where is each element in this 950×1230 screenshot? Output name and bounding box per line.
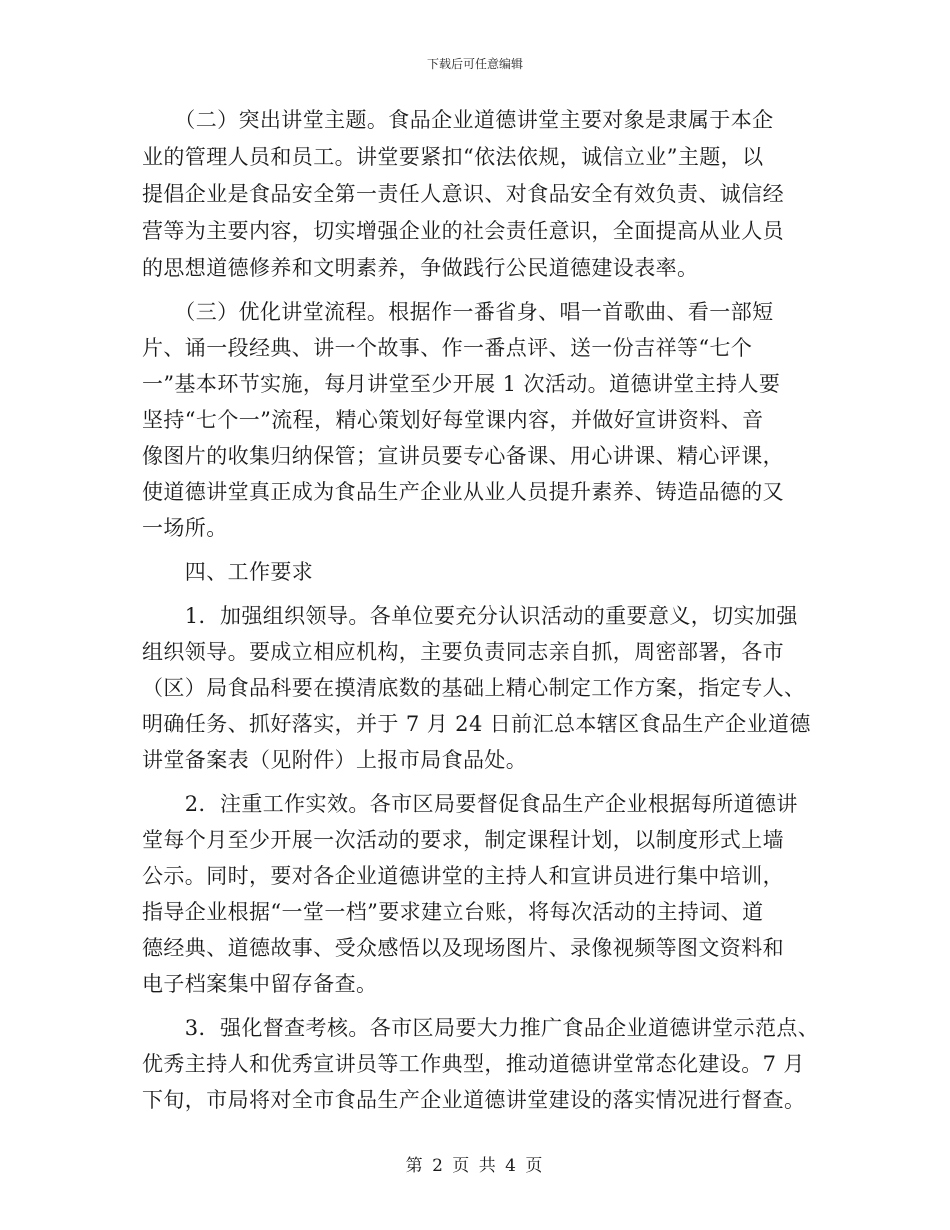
text-line: 公示。同时，要对各企业道德讲堂的主持人和宣讲员进行集中培训， [142, 864, 784, 888]
text-line: 组织领导。要成立相应机构，主要负责同志亲自抓，周密部署，各市 [142, 640, 784, 664]
text-line: 营等为主要内容，切实增强企业的社会责任意识，全面提高从业人员 [142, 219, 784, 243]
text-line: 一”基本环节实施，每月讲堂至少开展 1 次活动。道德讲堂主持人要 [142, 372, 781, 396]
text-line: 德经典、道德故事、受众感悟以及现场图片、录像视频等图文资料和 [142, 936, 784, 960]
text-line: 3．强化督查考核。各市区局要大力推广食品企业道德讲堂示范点、 [142, 1016, 820, 1040]
text-line: 电子档案集中留存备查。 [142, 972, 378, 996]
page-footer: 第 2 页 共 4 页 [405, 1156, 545, 1176]
text-line: 下旬，市局将对全市食品生产企业道德讲堂建设的落实情况进行督查。 [142, 1088, 806, 1112]
text-line: 优秀主持人和优秀宣讲员等工作典型，推动道德讲堂常态化建设。7 月 [142, 1052, 805, 1076]
text-line: 提倡企业是食品安全第一责任人意识、对食品安全有效负责、诚信经 [142, 182, 784, 206]
text-line: 讲堂备案表（见附件）上报市局食品处。 [142, 748, 528, 772]
text-line: 片、诵一段经典、讲一个故事、作一番点评、送一份吉祥等“七个 [142, 336, 753, 360]
text-line: 像图片的收集归纳保管；宣讲员要专心备课、用心讲课、精心评课， [142, 444, 784, 468]
text-line: 1．加强组织领导。各单位要充分认识活动的重要意义，切实加强 [142, 604, 798, 628]
text-line: 明确任务、抓好落实，并于 7 月 24 日前汇总本辖区食品生产企业道德 [142, 712, 811, 736]
section-heading: 四、工作要求 [142, 560, 314, 584]
text-line: 堂每个月至少开展一次活动的要求，制定课程计划，以制度形式上墙 [142, 828, 784, 852]
text-line: （二）突出讲堂主题。食品企业道德讲堂主要对象是隶属于本企 [142, 108, 774, 132]
text-line: 的思想道德修养和文明素养，争做践行公民道德建设表率。 [142, 256, 699, 280]
text-line: （三）优化讲堂流程。根据作一番省身、唱一首歌曲、看一部短 [142, 300, 774, 324]
page-header: 下载后可任意编辑 [426, 57, 523, 71]
text-line: 使道德讲堂真正成为食品生产企业从业人员提升素养、铸造品德的又 [142, 480, 784, 504]
text-line: 指导企业根据“一堂一档”要求建立台账，将每次活动的主持词、道 [142, 900, 764, 924]
text-line: 坚持“七个一”流程，精心策划好每堂课内容，并做好宣讲资料、音 [142, 408, 764, 432]
text-line: 2．注重工作实效。各市区局要督促食品生产企业根据每所道德讲 [142, 792, 798, 816]
text-line: （区）局食品科要在摸清底数的基础上精心制定工作方案，指定专人、 [142, 676, 806, 700]
text-line: 业的管理人员和员工。讲堂要紧扣“依法依规，诚信立业”主题，以 [142, 145, 764, 169]
text-line: 一场所。 [142, 516, 228, 540]
